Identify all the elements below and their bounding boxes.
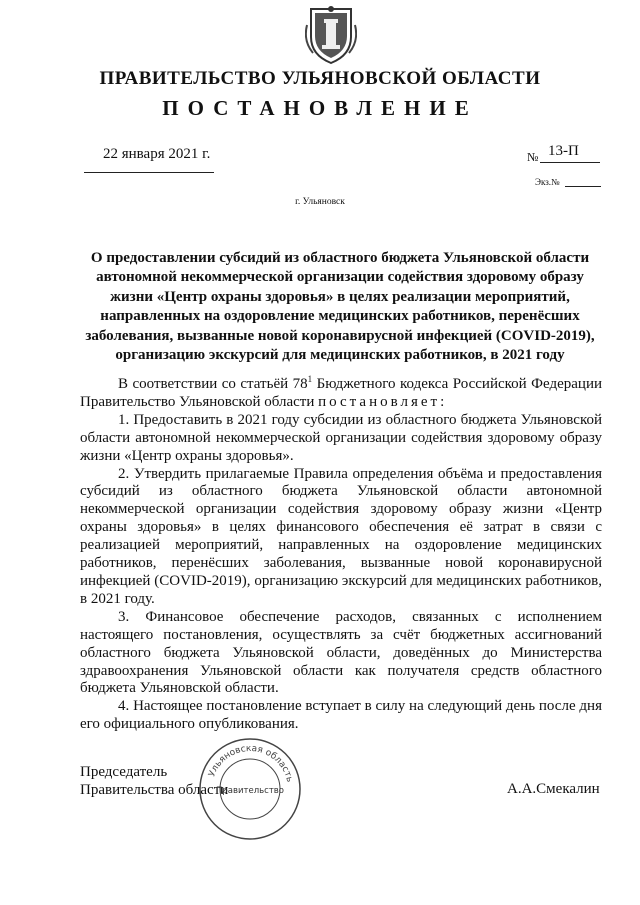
signatory-position: Председатель Правительства области xyxy=(80,764,229,798)
paragraph-3: 3. Финансовое обеспечение расходов, связанных с исполнением настоящего постановления, осуществлять за счёт бюджетных ассигнований областного бюджета Ульяновской области, доведённых до Министерства здравоохранения Ульяновской области как получателя средств областного бюджета Ульяновской области. xyxy=(80,608,602,697)
decree-verb: постановляет: xyxy=(318,393,448,410)
city: г. Ульяновск xyxy=(295,197,345,207)
number-underline xyxy=(540,162,600,163)
document-number: 13-П xyxy=(548,143,579,159)
svg-text:Ульяновская область: Ульяновская область xyxy=(207,743,295,784)
superscript: 1 xyxy=(307,374,313,384)
coat-of-arms-icon xyxy=(305,5,357,65)
paragraph-4: 4. Настоящее постановление вступает в силу на следующий день после дня его официального опубликования. xyxy=(80,698,602,733)
intro-paragraph: В соответствии со статьёй $78^1$ Бюджетного кодекса Российской Федерации Правительство Ульяновской области постановляет: xyxy=(80,374,603,410)
document-title: О предоставлении субсидий из областного бюджета Ульяновской области автономной некоммерческой организации содействия здоровому образу жизни «Центр охраны здоровья» в целях реализации мероприятий, направленных на оздоровление медицинских работников, перенёсших заболевания, вызванные новой коронавирусной инфекцией (COVID-2019), организацию экскурсий для медицинских работников, в 2021 году xyxy=(85,250,595,364)
official-seal-stamp xyxy=(198,737,302,841)
number-label: № xyxy=(527,150,539,164)
document-body xyxy=(80,376,602,734)
government-title: ПРАВИТЕЛЬСТВО УЛЬЯНОВСКОЙ ОБЛАСТИ xyxy=(99,68,541,89)
paragraph-2: 2. Утвердить прилагаемые Правила определения объёма и предоставления субсидий из областного бюджета Ульяновской области автономной некоммерческой организации содействия здоровому образу жизни «Центр охраны здоровья» в целях финансового обеспечения её затрат в связи с реализацией мероприятий, направленных на оздоровление медицинских работников, перенёсших заболевания, вызванные новой коронавирусной инфекцией (COVID-2019), организацию экскурсий для медицинских работников, в 2021 году. xyxy=(80,465,602,607)
copy-number-label: Экз.№ xyxy=(535,177,560,187)
date-underline xyxy=(84,172,214,173)
document-type: ПОСТАНОВЛЕНИЕ xyxy=(162,96,478,120)
signatory-name: А.А.Смекалин xyxy=(507,781,600,797)
paragraph-1: 1. Предоставить в 2021 году субсидии из областного бюджета Ульяновской области автономной некоммерческой организации содействия здоровому образу жизни «Центр охраны здоровья». xyxy=(80,411,602,464)
document-date: 22 января 2021 г. xyxy=(103,146,211,162)
svg-text:Правительство: Правительство xyxy=(216,786,284,796)
copy-number-underline xyxy=(565,186,601,187)
